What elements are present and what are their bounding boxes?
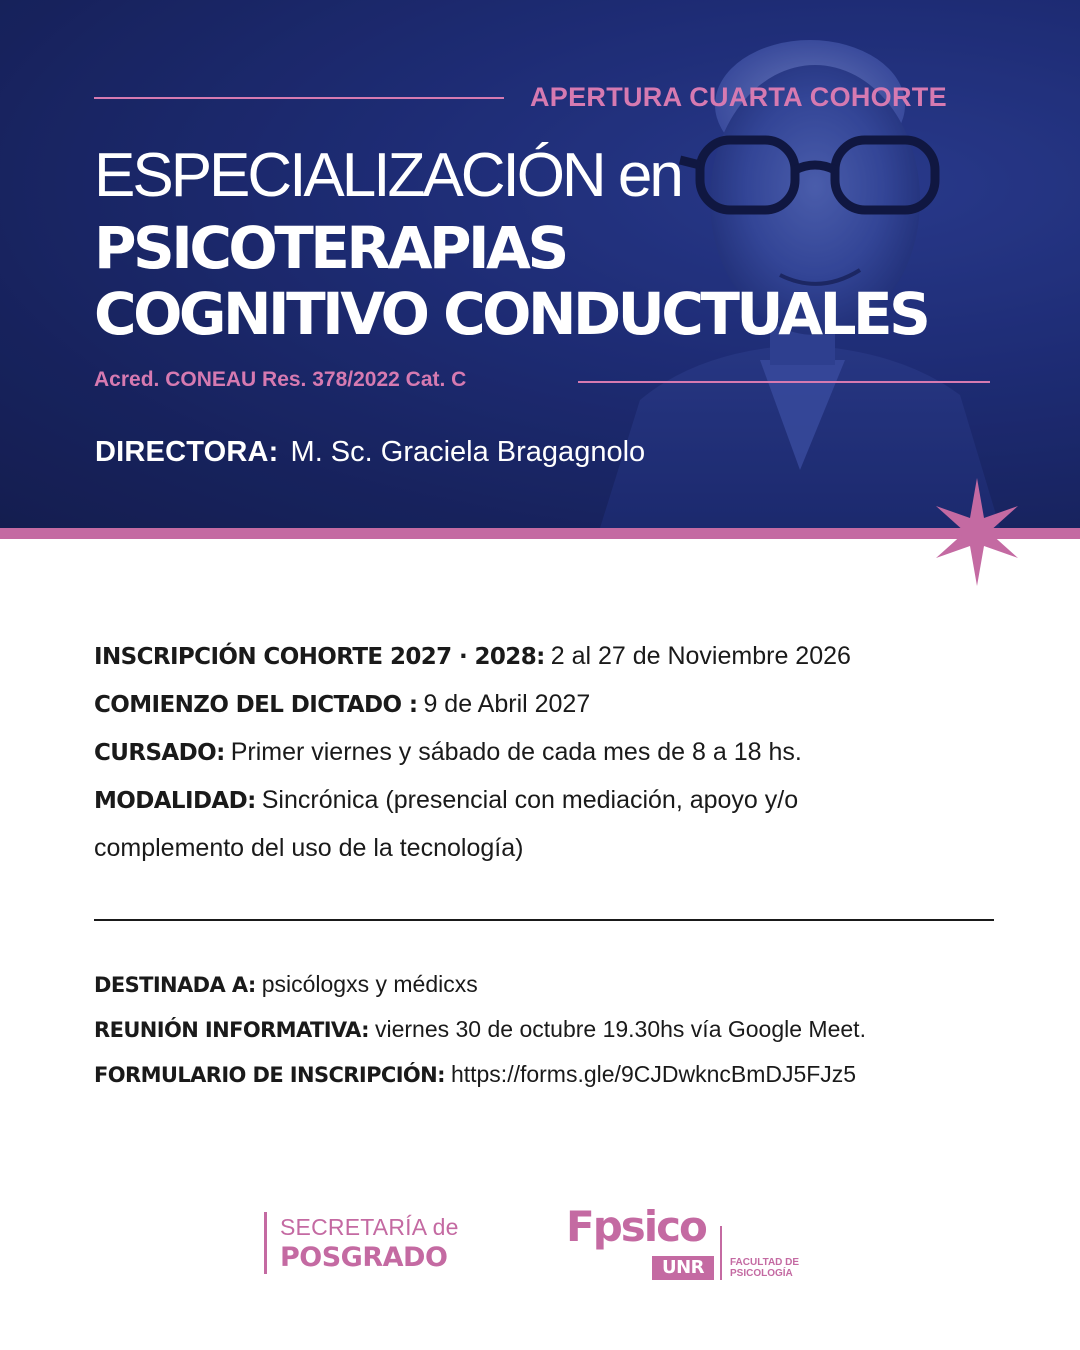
director-line	[95, 436, 645, 469]
logo-bar	[264, 1212, 267, 1274]
facultad-line-2: PSICOLOGÍA	[730, 1268, 793, 1279]
pink-band	[0, 528, 1080, 539]
mode-row-continued	[94, 834, 523, 863]
meeting-label: REUNIÓN INFORMATIVA:	[94, 1018, 369, 1042]
mode-row	[94, 786, 798, 815]
audience-row	[94, 971, 478, 998]
meeting-row	[94, 1016, 866, 1043]
schedule-label: CURSADO:	[94, 740, 225, 766]
title-line-1: ESPECIALIZACIÓN en	[94, 141, 681, 210]
fpsico-unr-logo	[566, 1200, 826, 1290]
form-link[interactable]: https://forms.gle/9CJDwkncBmDJ5FJz5	[450, 1061, 857, 1087]
title-line-2: PSICOTERAPIAS	[94, 214, 566, 282]
section-divider	[94, 919, 994, 921]
meeting-value: viernes 30 de octubre 19.30hs vía Google Meet.	[374, 1016, 866, 1042]
eyebrow-rule	[94, 97, 504, 99]
secretaria-line-2: POSGRADO	[280, 1242, 448, 1273]
logo-separator	[720, 1226, 722, 1280]
fpsico-word: Fpsico	[566, 1202, 706, 1251]
accreditation-rule	[578, 381, 990, 383]
schedule-row	[94, 738, 802, 767]
facultad-line-1: FACULTAD DE	[730, 1257, 800, 1268]
schedule-value: Primer viernes y sábado de cada mes de 8 a 18 hs.	[230, 738, 802, 766]
star-icon	[936, 478, 1018, 586]
facultad-text	[730, 1257, 830, 1279]
secretaria-line-1: SECRETARÍA de	[280, 1214, 459, 1240]
title-line-3: COGNITIVO CONDUCTUALES	[94, 280, 928, 348]
hero-banner	[0, 0, 1080, 528]
inscription-row	[94, 642, 851, 671]
start-value: 9 de Abril 2027	[423, 690, 591, 718]
start-row	[94, 690, 590, 719]
mode-label: MODALIDAD:	[94, 788, 256, 814]
start-label: COMIENZO DEL DICTADO :	[94, 692, 418, 718]
director-name: M. Sc. Graciela Bragagnolo	[290, 436, 646, 468]
accreditation-text: Acred. CONEAU Res. 378/2022 Cat. C	[94, 368, 467, 391]
audience-label: DESTINADA A:	[94, 973, 256, 997]
unr-badge: UNR	[652, 1256, 714, 1280]
mode-value-line-1: Sincrónica (presencial con mediación, apoyo y/o	[261, 786, 799, 814]
inscription-label: INSCRIPCIÓN COHORTE 2027 · 2028:	[94, 644, 545, 670]
form-row	[94, 1061, 856, 1088]
audience-value: psicólogxs y médicxs	[261, 971, 478, 997]
eyebrow-text: APERTURA CUARTA COHORTE	[530, 82, 947, 112]
mode-value-line-2: complemento del uso de la tecnología)	[94, 834, 524, 862]
inscription-value: 2 al 27 de Noviembre 2026	[550, 642, 851, 670]
form-label: FORMULARIO DE INSCRIPCIÓN:	[94, 1063, 445, 1087]
director-label: DIRECTORA:	[95, 436, 279, 468]
